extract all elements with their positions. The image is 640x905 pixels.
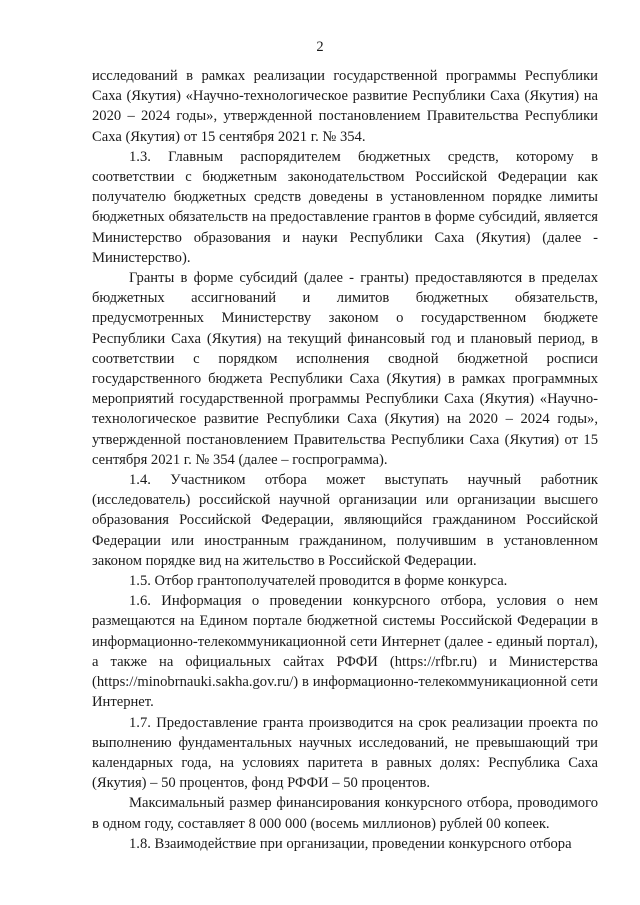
paragraph: 1.4. Участником отбора может выступать научный работник (исследователь) российской научной организации или организации высшего образования Российской Федерации, являющийся гражданином Российской Федерации или иностранным гражданином, получившим в установленном законом порядке вид на жительство в Российской Федерации.: [92, 472, 598, 569]
paragraph: 1.6. Информация о проведении конкурсного отбора, условия о нем размещаются на Едином портале бюджетной системы Российской Федерации в информационно-телекоммуникационной сети Интернет (далее - единый портал), а также на официальных сайтах РФФИ (https://rfbr.ru) и Министерства (https://minobrnauki.sakha.gov.ru/) в информационно-телекоммуникационной сети Интернет.: [92, 593, 598, 711]
paragraph: Гранты в форме субсидий (далее - гранты) предоставляются в пределах бюджетных ассигнований и лимитов бюджетных обязательств, предусмотренных Министерству законом о государственном бюджете Республики Саха (Якутия) на текущий финансовый год и плановый период, в соответствии с порядком исполнения сводной бюджетной росписи государственного бюджета Республики Саха (Якутия) в рамках программных мероприятий государственной программы Республики Саха (Якутия) «Научно-технологическое развитие Республики Саха (Якутия) на 2020 – 2024 годы», утвержденной постановлением Правительства Республики Саха (Якутия) от 15 сентября 2021 г. № 354 (далее – госпрограмма).: [92, 270, 598, 468]
page-number: 2: [316, 39, 324, 55]
paragraph: 1.8. Взаимодействие при организации, проведении конкурсного отбора: [129, 835, 572, 852]
paragraph: Максимальный размер финансирования конкурсного отбора, проводимого в одном году, составляет 8 000 000 (восемь миллионов) рублей 00 копеек.: [92, 795, 598, 832]
paragraph: 1.7. Предоставление гранта производится на срок реализации проекта по выполнению фундаментальных научных исследований, не превышающий три календарных года, на условиях паритета в равных долях: Республика Саха (Якутия) – 50 процентов, фонд РФФИ – 50 процентов.: [92, 714, 598, 792]
paragraph: 1.3. Главным распорядителем бюджетных средств, которому в соответствии с бюджетным законодательством Российской Федерации как получателю бюджетных средств доведены в установленном порядке лимиты бюджетных обязательств на предоставление грантов в форме субсидий, является Министерство образования и науки Республики Саха (Якутия) (далее - Министерство).: [92, 148, 598, 266]
document-body: [92, 66, 598, 854]
paragraph: 1.5. Отбор грантополучателей проводится в форме конкурса.: [129, 573, 508, 590]
paragraph: исследований в рамках реализации государственной программы Республики Саха (Якутия) «Научно-технологическое развитие Республики Саха (Якутия) на 2020 – 2024 годы», утвержденной постановлением Правительства Республики Саха (Якутия) от 15 сентября 2021 г. № 354.: [92, 68, 598, 145]
